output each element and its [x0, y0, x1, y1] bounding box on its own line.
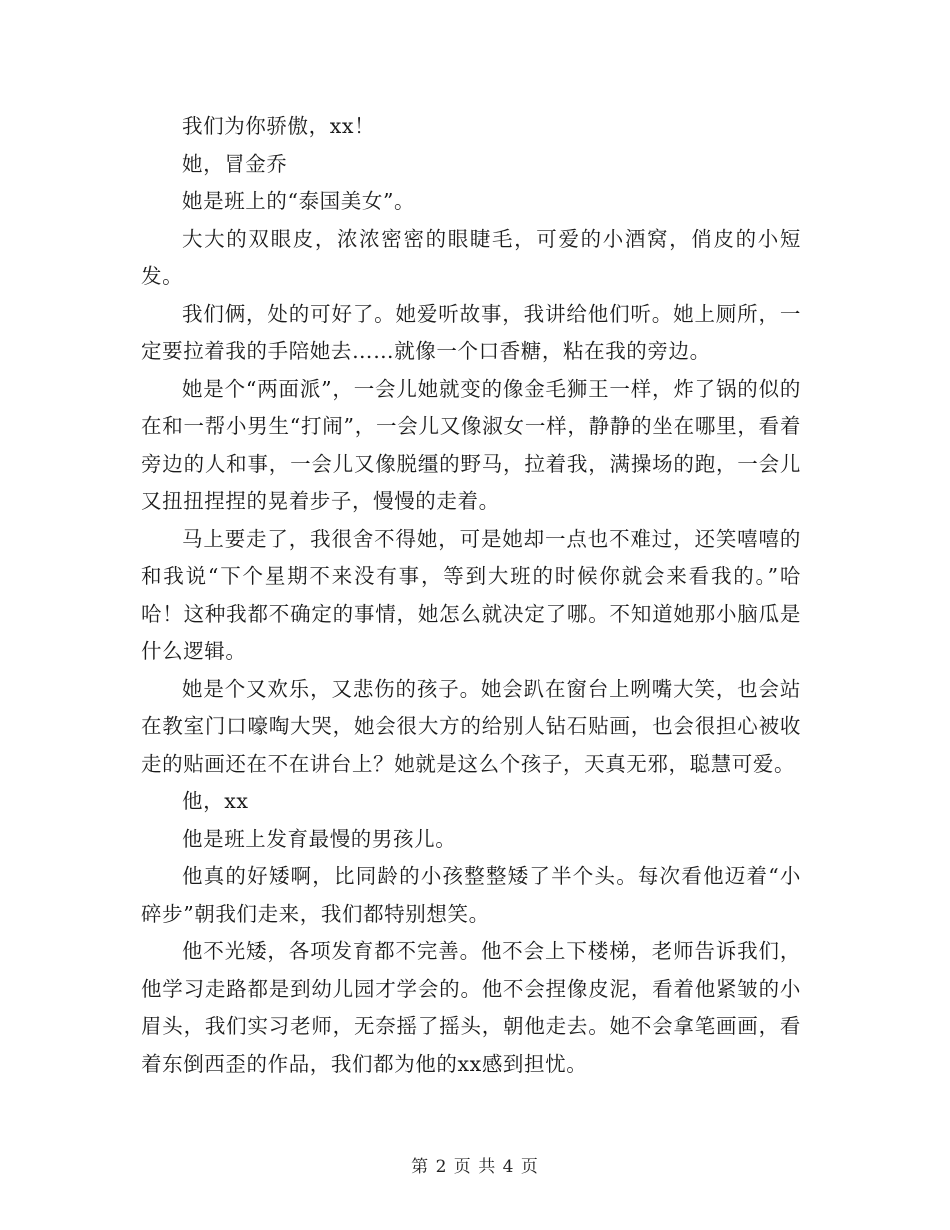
- paragraph: 马上要走了，我很舍不得她，可是她却一点也不难过，还笑嘻嘻的和我说“下个星期不来没有事，等到大班的时候你就会来看我的。”哈哈！这种我都不确定的事情，她怎么就决定了哪。不知道她那小脑瓜是什么逻辑。: [141, 526, 801, 663]
- document-body: [141, 108, 801, 1083]
- paragraph: 她是个“两面派”，一会儿她就变的像金毛狮王一样，炸了锅的似的在和一帮小男生“打闹”，一会儿又像淑女一样，静静的坐在哪里，看着旁边的人和事，一会儿又像脱缰的野马，拉着我，满操场的跑，一会儿又扭扭捏捏的晃着步子，慢慢的走着。: [141, 376, 801, 513]
- paragraph: 我们为你骄傲，xx！: [182, 114, 376, 138]
- paragraph: 他不光矮，各项发育都不完善。他不会上下楼梯，老师告诉我们，他学习走路都是到幼儿园才学会的。他不会捏像皮泥，看着他紧皱的小眉头，我们实习老师，无奈摇了摇头，朝他走去。她不会拿笔画画，看着东倒西歪的作品，我们都为他的xx感到担忧。: [141, 939, 801, 1076]
- paragraph: 她是班上的“泰国美女”。: [182, 189, 416, 213]
- paragraph: 他是班上发育最慢的男孩儿。: [182, 826, 457, 851]
- paragraph: 他真的好矮啊，比同龄的小孩整整矮了半个头。每次看他迈着“小碎步”朝我们走来，我们都特别想笑。: [141, 864, 801, 926]
- paragraph: 她，冒金乔: [182, 151, 288, 176]
- paragraph: 大大的双眼皮，浓浓密密的眼睫毛，可爱的小酒窝，俏皮的小短发。: [141, 226, 801, 288]
- page-number-footer: 第 2 页 共 4 页: [411, 1157, 539, 1177]
- paragraph: 我们俩，处的可好了。她爱听故事，我讲给他们听。她上厕所，一定要拉着我的手陪她去……就像一个口香糖，粘在我的旁边。: [141, 301, 801, 363]
- paragraph: 他，xx: [182, 789, 249, 813]
- paragraph: 她是个又欢乐，又悲伤的孩子。她会趴在窗台上咧嘴大笑，也会站在教室门口嚎啕大哭，她会很大方的给别人钻石贴画，也会很担心被收走的贴画还在不在讲台上？她就是这么个孩子，天真无邪，聪慧可爱。: [141, 676, 801, 776]
